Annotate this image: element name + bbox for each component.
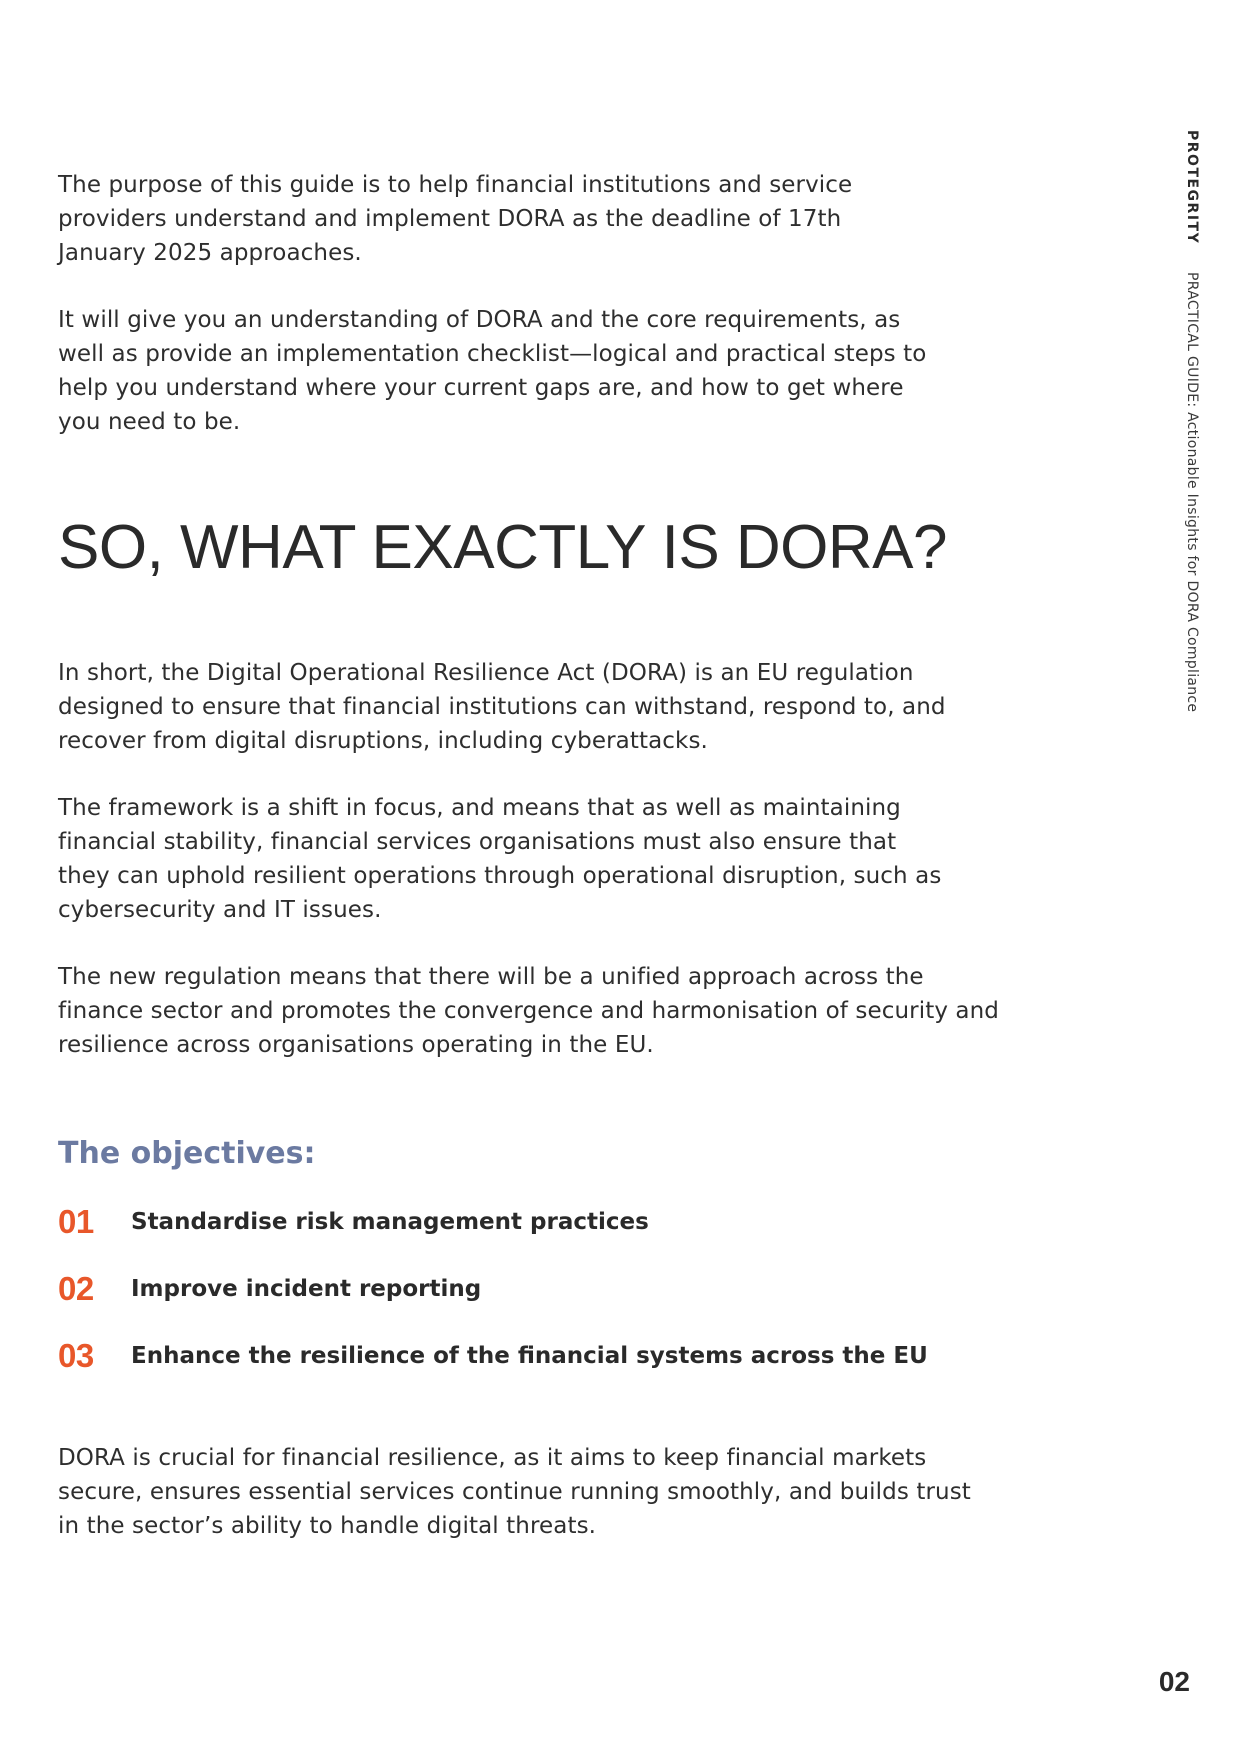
text-line: well as provide an implementation checklist—logical and practical steps to [58,341,927,367]
closing-paragraph [58,1441,971,1543]
text-line: in the sector’s ability to handle digital threats. [58,1513,597,1539]
intro-paragraph-1 [58,168,958,270]
text-line: In short, the Digital Operational Resilience Act (DORA) is an EU regulation [58,660,914,686]
page-number: 02 [1158,1666,1190,1697]
body-paragraph-3 [58,960,1000,1062]
text-line: resilience across organisations operating in the EU. [58,1032,654,1058]
body-paragraph-1 [58,656,958,758]
text-line: It will give you an understanding of DORA and the core requirements, as [58,307,901,333]
text-line: January 2025 approaches. [58,240,362,266]
list-item [58,1205,958,1239]
page-content [58,168,1000,1576]
body-paragraph-2 [58,791,958,927]
objective-text: Enhance the resilience of the financial systems across the EU [131,1343,928,1369]
section-heading: SO, WHAT EXACTLY IS DORA? [58,513,948,582]
objective-text: Standardise risk management practices [131,1209,649,1235]
sidebar-brand: PROTEGRITY [1184,130,1200,245]
text-line: secure, ensures essential services continue running smoothly, and builds trust [58,1479,971,1505]
objective-number: 02 [58,1270,94,1307]
objective-number: 01 [58,1203,94,1240]
text-line: cybersecurity and IT issues. [58,897,382,923]
text-line: providers understand and implement DORA as the deadline of 17th [58,206,842,232]
text-line: DORA is crucial for financial resilience, as it aims to keep financial markets [58,1445,927,1471]
text-line: recover from digital disruptions, including cyberattacks. [58,728,708,754]
text-line: designed to ensure that financial institutions can withstand, respond to, and [58,694,946,720]
intro-paragraph-2 [58,303,958,439]
text-line: you need to be. [58,409,241,435]
list-item [58,1339,958,1373]
text-line: The new regulation means that there will be a unified approach across the [58,964,924,990]
text-line: The framework is a shift in focus, and means that as well as maintaining [58,795,901,821]
objective-text: Improve incident reporting [131,1276,482,1302]
objectives-title: The objectives: [58,1136,316,1171]
sidebar-guide-title: PRACTICAL GUIDE: Actionable Insights for DORA Compliance [1184,272,1200,713]
list-item [58,1272,958,1306]
objectives-list [58,1205,958,1373]
text-line: they can uphold resilient operations through operational disruption, such as [58,863,942,889]
text-line: The purpose of this guide is to help financial institutions and service [58,172,853,198]
text-line: financial stability, financial services organisations must also ensure that [58,829,897,855]
text-line: finance sector and promotes the convergence and harmonisation of security and [58,998,1000,1024]
objective-number: 03 [58,1337,94,1374]
text-line: help you understand where your current gaps are, and how to get where [58,375,904,401]
